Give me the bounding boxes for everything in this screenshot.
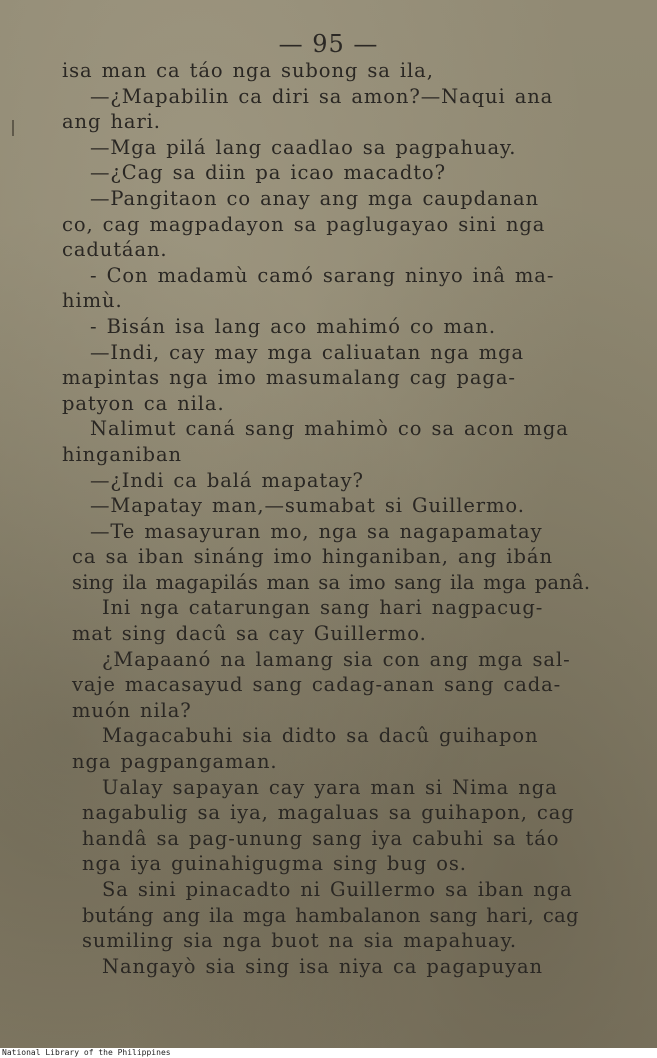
text-line: mapintas nga imo masumalang cag paga- xyxy=(62,366,516,390)
text-line: vaje macasayud sang cadag-anan sang cada- xyxy=(72,673,562,697)
text-line: nagabulig sa iya, magaluas sa guihapon, cag xyxy=(82,801,575,825)
text-line: —Mapatay man,—sumabat si Guillermo. xyxy=(90,494,525,518)
text-line: Nalimut caná sang mahimò co sa acon mga xyxy=(90,417,569,441)
text-line: ¿Mapaanó na lamang sia con ang mga sal- xyxy=(102,647,571,671)
body-text xyxy=(62,58,602,979)
text-line: —Mga pilá lang caadlao sa pagpahuay. xyxy=(90,135,517,159)
text-line: Magacabuhi sia didto sa dacû guihapon xyxy=(102,724,539,748)
text-line: —¿Mapabilin ca diri sa amon?—Naqui ana xyxy=(90,84,554,108)
text-line: ca sa iban sináng imo hinganiban, ang ibán xyxy=(72,545,553,569)
text-line: —¿Cag sa diin pa icao macadto? xyxy=(90,161,446,185)
page-number: — 95 — xyxy=(278,30,379,58)
footer-credit: National Library of the Philippines xyxy=(2,1048,171,1057)
text-line: co, cag magpadayon sa paglugayao sini nga xyxy=(62,212,546,236)
text-line: butáng ang ila mga hambalanon sang hari, cag xyxy=(82,903,580,927)
text-line: sumiling sia nga buot na sia mapahuay. xyxy=(82,929,518,953)
text-line: Nangayò sia sing isa niya ca pagapuyan xyxy=(102,954,543,978)
text-line: Ualay sapayan cay yara man si Nima nga xyxy=(102,775,558,799)
text-line: hinganiban xyxy=(62,442,182,466)
text-line: ang hari. xyxy=(62,110,161,134)
text-line: Sa sini pinacadto ni Guillermo sa iban nga xyxy=(102,878,573,901)
text-line: - Bisán isa lang aco mahimó co man. xyxy=(90,314,496,338)
text-line: patyon ca nila. xyxy=(62,391,225,415)
text-line: nga iya guinahigugma sing bug os. xyxy=(82,852,467,876)
text-line: muón nila? xyxy=(72,698,192,722)
text-line: nga pagpangaman. xyxy=(72,750,278,774)
text-line: isa man ca táo nga subong sa ila, xyxy=(62,59,434,82)
text-line: sing ila magapilás man sa imo sang ila mga panâ. xyxy=(72,570,591,594)
text-line: —¿Indi ca balá mapatay? xyxy=(90,468,364,492)
margin-mark xyxy=(12,120,14,136)
text-line: - Con madamù camó sarang ninyo inâ ma- xyxy=(90,263,555,287)
text-line: —Indi, cay may mga caliuatan nga mga xyxy=(90,340,525,364)
text-line: Ini nga catarungan sang hari nagpacug- xyxy=(102,596,544,620)
text-line: handâ sa pag-unung sang iya cabuhi sa táo xyxy=(82,826,560,850)
text-line: —Te masayuran mo, nga sa nagapamatay xyxy=(90,519,543,543)
text-line: himù. xyxy=(62,289,123,313)
text-line: mat sing dacû sa cay Guillermo. xyxy=(72,622,427,646)
text-line: —Pangitaon co anay ang mga caupdanan xyxy=(90,186,539,210)
text-line: cadutáan. xyxy=(62,238,168,262)
